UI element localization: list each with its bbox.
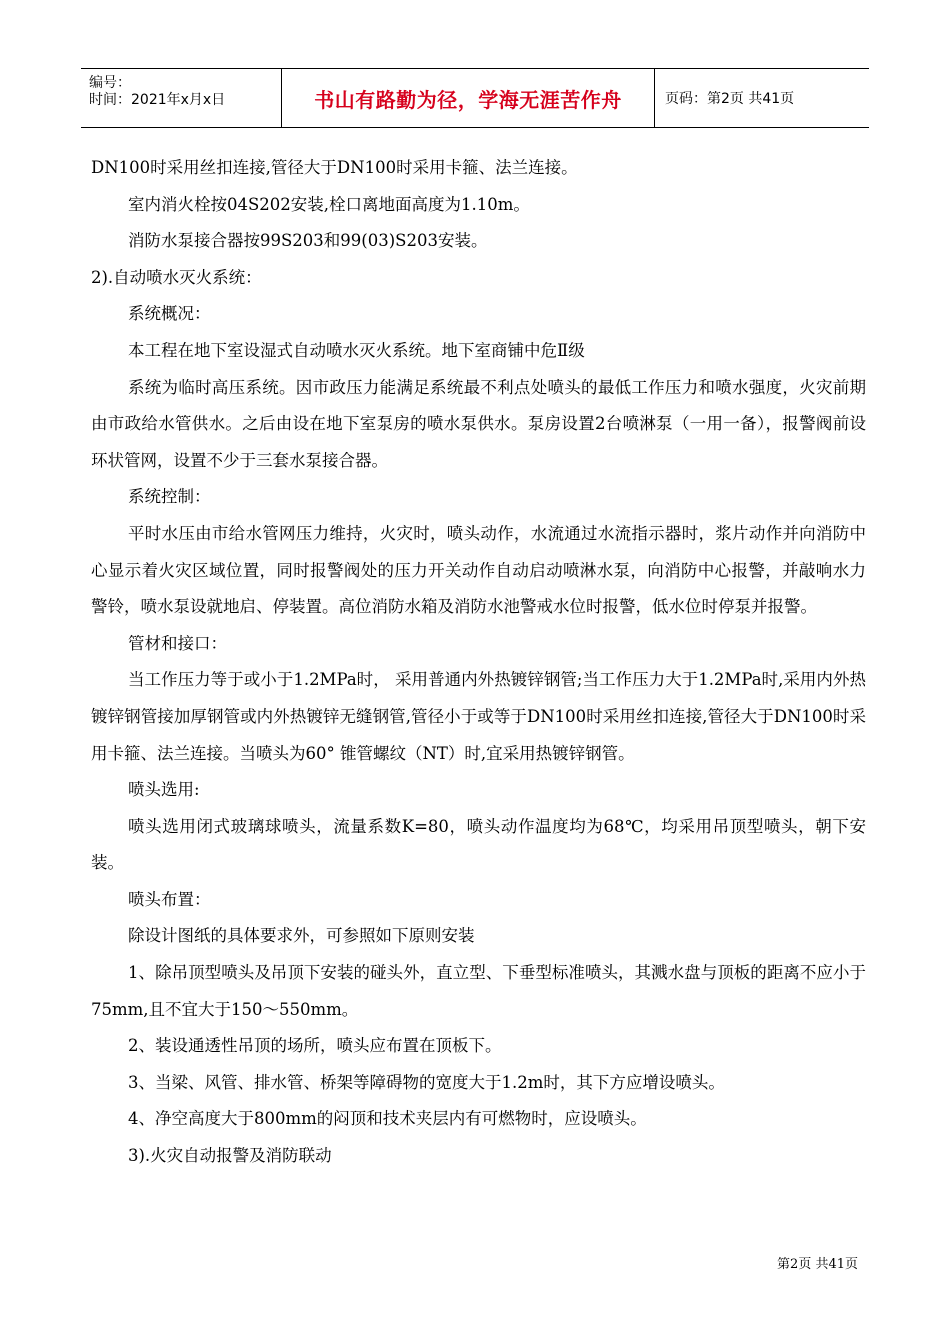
subheading: 喷头布置： xyxy=(128,889,211,909)
list-item: 2、装设通透性吊顶的场所，喷头应布置在顶板下。 xyxy=(128,1036,502,1056)
paragraph: 喷头选用闭式玻璃球喷头，流量系数K=80，喷头动作温度均为68℃，均采用吊顶型喷头，朝下安装。 xyxy=(91,816,866,873)
document-date-label: 时间：2021年x月x日 xyxy=(89,92,226,108)
document-code-label: 编号： xyxy=(89,75,131,91)
paragraph: 本工程在地下室设湿式自动喷水灭火系统。地下室商铺中危Ⅱ级 xyxy=(128,340,585,360)
subheading: 系统概况： xyxy=(128,304,211,324)
list-item: 3、当梁、风管、排水管、桥架等障碍物的宽度大于1.2m时，其下方应增设喷头。 xyxy=(128,1072,725,1092)
header-page-number: 页码：第2页 共41页 xyxy=(665,91,795,107)
paragraph: 消防水泵接合器按99S203和99(03)S203安装。 xyxy=(128,231,488,251)
subheading: 管材和接口： xyxy=(128,633,227,653)
document-body xyxy=(91,150,866,1175)
page-footer: 第2页 共41页 xyxy=(777,1257,858,1272)
subheading: 喷头选用: xyxy=(128,780,200,800)
header-meta-cell xyxy=(81,69,281,127)
page-header xyxy=(81,68,869,128)
section-heading: 2).自动喷水灭火系统： xyxy=(91,267,262,287)
paragraph: DN100时采用丝扣连接,管径大于DN100时采用卡箍、法兰连接。 xyxy=(91,158,578,177)
paragraph: 除设计图纸的具体要求外，可参照如下原则安装 xyxy=(128,926,475,946)
paragraph: 室内消火栓按04S202安装,栓口离地面高度为1.10m。 xyxy=(128,194,530,214)
list-item: 1、除吊顶型喷头及吊顶下安装的碰头外，直立型、下垂型标准喷头，其溅水盘与顶板的距离不应小于75mm,且不宜大于150～550mm。 xyxy=(91,963,866,1019)
header-motto: 书山有路勤为径，学海无涯苦作舟 xyxy=(314,87,622,112)
list-item: 4、净空高度大于800mm的闷顶和技术夹层内有可燃物时，应设喷头。 xyxy=(128,1109,647,1129)
paragraph: 当工作压力等于或小于1.2MPa时， 采用普通内外热镀锌钢管;当工作压力大于1.2MPa时,采用内外热镀锌钢管接加厚钢管或内外热镀锌无缝钢管,管径小于或等于DN100时采用丝扣连接,管径大于DN100时采用卡箍、法兰连接。当喷头为60° 锥管螺纹（NT）时,宜采用热镀锌钢管。 xyxy=(91,670,866,763)
header-motto-cell xyxy=(281,69,655,127)
header-page-cell xyxy=(655,69,869,127)
section-heading: 3).火灾自动报警及消防联动 xyxy=(128,1146,332,1166)
subheading: 系统控制： xyxy=(128,487,211,507)
paragraph: 平时水压由市给水管网压力维持，火灾时，喷头动作，水流通过水流指示器时，浆片动作并向消防中心显示着火灾区域位置，同时报警阀处的压力开关动作自动启动喷淋水泵，向消防中心报警，并敲响水力警铃，喷水泵设就地启、停装置。高位消防水箱及消防水池警戒水位时报警，低水位时停泵并报警。 xyxy=(91,523,866,617)
paragraph: 系统为临时高压系统。因市政压力能满足系统最不利点处喷头的最低工作压力和喷水强度，火灾前期由市政给水管供水。之后由设在地下室泵房的喷水泵供水。泵房设置2台喷淋泵（一用一备），报警阀前设环状管网，设置不少于三套水泵接合器。 xyxy=(91,377,866,470)
